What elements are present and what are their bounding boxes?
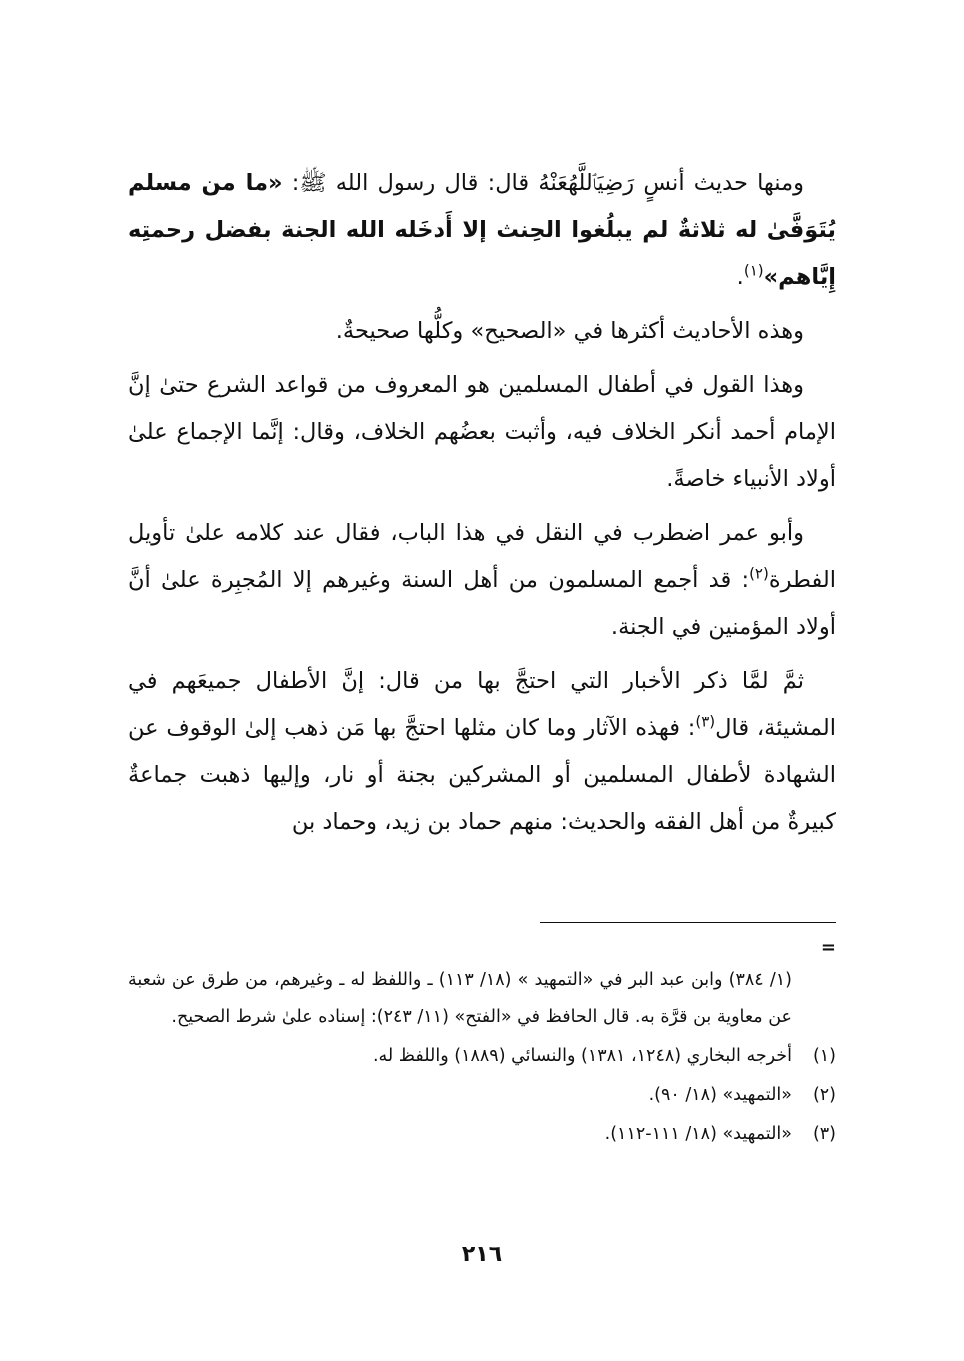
page-number: ٢١٦ [461,1242,503,1267]
paragraph-lead: ثمَّ لمَّا ذكر الأخبار التي احتجَّ بها من قال: إنَّ الأطفال جميعَهم في المشيئة، قال [128,668,837,741]
footnote-text: «التمهيد» (١٨/ ٩٠). [648,1085,792,1105]
paragraph-consensus: وهذا القول في أطفال المسلمين هو المعروف من قواعد الشرع حتىٰ إنَّ الإمام أحمد أنكر الخلاف فيه، وأثبت بعضُهم الخلاف، وقال: إنَّما الإجماع علىٰ أولاد الأنبياء خاصةً. [128,372,836,492]
footnote-text: أخرجه البخاري (١٢٤٨، ١٣٨١) والنسائي (١٨٨٩) واللفظ له. [372,1046,792,1066]
footnote-ref-3[interactable]: (٣) [695,712,716,731]
footnote-item-1 [128,1038,836,1075]
paragraph-lead: ومنها حديث أنسٍ رَضِيَٱللَّهُعَنْهُ قال: قال رسول الله ﷺ: [282,170,805,196]
paragraph-narrations [128,658,836,846]
footnote-separator [540,922,836,923]
footnote-continuation-mark: = [820,937,836,958]
footnotes [128,936,836,1153]
hadith-quote: «ما من مسلم يُتَوَفَّىٰ له ثلاثةٌ لم يبلُغوا الحِنث إلا أَدخَله الله الجنة بفضل رحمتِه إِيَّاهم» [128,170,836,290]
paragraph-rest: : فهذه الآثار وما كان مثلها احتجَّ بها مَن ذهب إلىٰ الوقوف عن الشهادة لأطفال المسلمين أو المشركين بجنة أو نار، وإليها ذهبت جماعةٌ كبيرةٌ من أهل الفقه والحديث: منهم حماد بن زيد، وحماد بن [128,715,836,835]
footnote-item-2 [128,1077,836,1114]
main-text [128,160,836,846]
footnote-ref-2[interactable]: (٢) [749,564,769,583]
footnote-number: (٢) [812,1085,836,1105]
footnote-item-3 [128,1116,836,1153]
footnote-ref-1[interactable]: (١) [743,261,764,280]
footnote-text: «التمهيد» (١٨/ ١١١-١١٢). [604,1124,792,1144]
paragraph-lead: وأبو عمر اضطرب في النقل في هذا الباب، فقال عند كلامه علىٰ تأويل الفطرة [128,520,836,593]
footnote-number: (٣) [812,1124,836,1144]
footnote-number: (١) [812,1046,836,1066]
paragraph-abu-umar [128,510,836,651]
paragraph-sahih-note: وهذه الأحاديث أكثرها في «الصحيح» وكلُّها صحيحةٌ. [335,318,804,344]
sentence-end: . [736,264,744,290]
paragraph-rest: : قد أجمع المسلمون من أهل السنة وغيرهم إلا المُجبِرة علىٰ أنَّ أولاد المؤمنين في الجنة. [128,567,836,640]
footnote-continuation: (١/ ٣٨٤) وابن عبد البر في «التمهيد » (١٨/ ١١٣) ـ واللفظ له ـ وغيرهم، من طرق عن شعبة عن معاوية بن قرَّة به. قال الحافظ في «الفتح» (١١/ ٢٤٣): إسناده علىٰ شرط الصحيح. [128,970,792,1027]
paragraph-anas-hadith [128,160,836,301]
